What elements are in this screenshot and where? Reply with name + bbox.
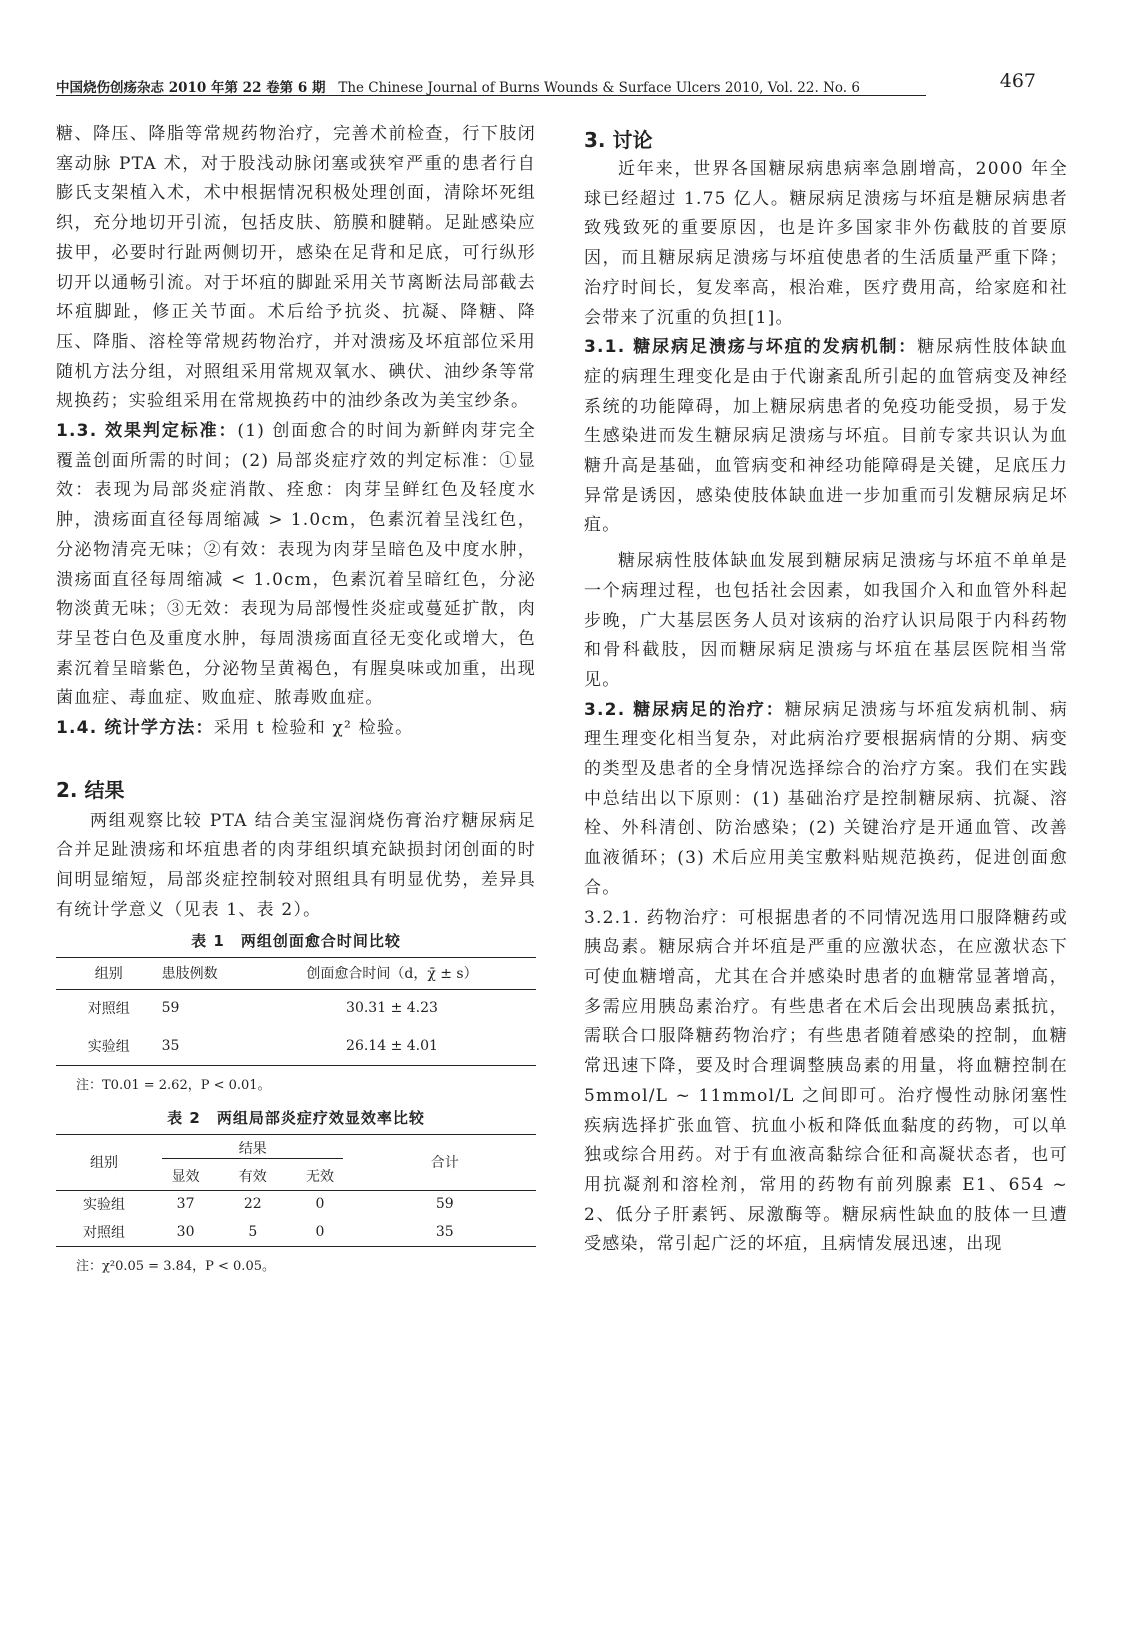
header-rule — [56, 95, 926, 96]
section-1-3-heading: 1.3. 效果判定标准： — [56, 421, 238, 442]
page-number: 467 — [999, 70, 1036, 92]
table-row — [56, 1027, 536, 1065]
section-3-1-heading: 3.1. 糖尿病足溃疡与坏疽的发病机制： — [584, 337, 918, 358]
left-column — [56, 120, 536, 1274]
table-2-note: 注：χ²0.05 = 3.84，P < 0.05。 — [76, 1258, 275, 1274]
section-1-3 — [56, 417, 536, 714]
table-cell: 实验组 — [83, 1197, 125, 1214]
section-1-4 — [56, 714, 536, 744]
running-header — [56, 70, 1036, 96]
section-1-4-body: 采用 t 检验和 χ² 检验。 — [213, 718, 414, 739]
table-cell: 30 — [176, 1223, 195, 1240]
section-1-4-heading: 1.4. 统计学方法： — [56, 718, 214, 739]
table-cell: 35 — [435, 1223, 454, 1240]
table-2 — [56, 1134, 536, 1247]
table-cell: 35 — [161, 1037, 180, 1054]
table-2-header-row — [56, 1134, 536, 1162]
section-1-3-body: (1) 创面愈合的时间为新鲜肉芽完全覆盖创面所需的时间；(2) 局部炎症疗效的判定标准：①显效：表现为局部炎症消散、痊愈：肉芽呈鲜红色及轻度水肿，溃疡面直径每周缩减 > 1.0cm，色素沉着呈浅红色，分泌物清亮无味；②有效：表现为肉芽呈暗色及中度水肿，溃疡面直径每周缩减 < 1.0cm，色素沉着呈暗红色，分泌物淡黄无味；③无效：表现为局部慢性炎症或蔓延扩散，肉芽呈苍白色及重度水肿，每周溃疡面直径无变化或增大，色素沉着呈暗紫色，分泌物呈黄褐色，有腥臭味或加重，出现菌血症、毒血症、败血症、脓毒败血症。 — [56, 421, 536, 709]
right-column — [584, 120, 1068, 1260]
section-3-heading: 3. 讨论 — [584, 128, 653, 152]
table-2-header: 组别 — [56, 1134, 152, 1190]
methods-paragraph: 糖、降压、降脂等常规药物治疗，完善术前检查，行下肢闭塞动脉 PTA 术，对于股浅动脉闭塞或狭窄严重的患者行自膨氏支架植入术，术中根据情况积极处理创面，清除坏死组织，充分地切开引流，包括皮肤、筋膜和腱鞘。足趾感染应拔甲，必要时行趾两侧切开，感染在足背和足底，可行纵形切开以通畅引流。对于坏疽的脚趾采用关节离断法局部截去坏疽脚趾，修正关节面。术后给予抗炎、抗凝、降糖、降压、降脂、溶栓等常规药物治疗，并对溃疡及坏疽部位采用随机方法分组，对照组采用常规双氧水、碘伏、油纱条等常规换药；实验组采用在常规换药中的油纱条改为美宝纱条。 — [56, 124, 536, 412]
section-3-2-body: 糖尿病足溃疡与坏疽发病机制、病理生理变化相当复杂，对此病治疗要根据病情的分期、病变的类型及患者的全身情况选择综合的治疗方案。我们在实践中总结出以下原则：(1) 基础治疗是控制糖尿病、抗凝、溶栓、外科清创、防治感染；(2) 关键治疗是开通血管、改善血液循环；(3) 术后应用美宝敷料贴规范换药，促进创面愈合。 — [584, 699, 1069, 898]
table-1-note: 注：T0.01 = 2.62，P < 0.01。 — [76, 1077, 271, 1093]
table-cell: 对照组 — [83, 1224, 125, 1241]
section-3-2-heading: 3.2. 糖尿病足的治疗： — [584, 699, 785, 720]
table-1-header: 创面愈合时间（d，χ̄ ± s） — [306, 966, 478, 983]
table-1-header-row — [56, 957, 536, 989]
table-1 — [56, 957, 536, 1066]
table-cell: 22 — [243, 1196, 262, 1213]
table-2-header: 合计 — [354, 1134, 536, 1190]
journal-citation — [56, 76, 860, 96]
table-cell: 0 — [315, 1223, 325, 1240]
table-1-header: 患肢例数 — [161, 966, 218, 983]
table-row — [56, 1218, 536, 1246]
table-cell: 30.31 ± 4.23 — [346, 1000, 438, 1017]
table-row — [56, 1190, 536, 1218]
table-2-result-header: 结果 — [162, 1138, 343, 1159]
section-3-1-body: 糖尿病性肢体缺血症的病理生理变化是由于代谢紊乱所引起的血管病变及神经系统的功能障碍，加上糖尿病患者的免疫功能受损，易于发生感染进而发生糖尿病足溃疡与坏疽。目前专家共识认为血糖升高是基础，血管病变和神经功能障碍是关键，足底压力异常是诱因，感染使肢体缺血进一步加重而引发糖尿病足坏疽。 — [584, 337, 1068, 536]
table-cell: 26.14 ± 4.01 — [346, 1037, 438, 1054]
table-cell: 实验组 — [87, 1038, 130, 1055]
table-row — [56, 989, 536, 1027]
table-cell: 5 — [248, 1223, 258, 1240]
table-1-header: 组别 — [94, 966, 123, 983]
table-cell: 37 — [176, 1196, 195, 1213]
section-2-heading: 2. 结果 — [56, 777, 125, 802]
table-cell: 59 — [161, 1000, 180, 1017]
table-2-header: 无效 — [305, 1168, 334, 1185]
journal-title-cn: 中国烧伤创疡杂志 2010 年第 22 卷第 6 期 — [56, 80, 326, 96]
section-3-2-1: 3.2.1. 药物治疗：可根据患者的不同情况选用口服降糖药或胰岛素。糖尿病合并坏疽是严重的应激状态，在应激状态下可使血糖增高，尤其在合并感染时患者的血糖常显著增高，多需应用胰岛素治疗。有些患者在术后会出现胰岛素抵抗，需联合口服降糖药物治疗；有些患者随着感染的控制，血糖常迅速下降，要及时合理调整胰岛素的用量，将血糖控制在 5mmol/L ~ 11mmol/L 之间即可。治疗慢性动脉闭塞性疾病选择扩张血管、抗血小板和降低血黏度的药物，可以单独或综合用药。对于有血液高黏综合征和高凝状态者，也可用抗凝剂和溶栓剂，常用的药物有前列腺素 E1、654 ~ 2、低分子肝素钙、尿激酶等。糖尿病性缺血的肢体一旦遭受感染，常引起广泛的坏疽，且病情发展迅速，出现 — [584, 907, 1068, 1255]
table-cell: 59 — [435, 1196, 454, 1213]
section-3-2 — [584, 696, 1068, 904]
table-cell: 对照组 — [87, 1001, 130, 1018]
discussion-paragraph: 糖尿病性肢体缺血发展到糖尿病足溃疡与坏疽不单单是一个病理过程，也包括社会因素，如我国介入和血管外科起步晚，广大基层医务人员对该病的治疗认识局限于内科药物和骨科截肢，因而糖尿病足溃疡与坏疽在基层医院相当常见。 — [584, 551, 1068, 690]
table-1-title: 表 1 两组创面愈合时间比较 — [191, 931, 401, 950]
journal-title-en: The Chinese Journal of Burns Wounds & Surface Ulcers 2010, Vol. 22. No. 6 — [338, 80, 860, 96]
discussion-intro: 近年来，世界各国糖尿病患病率急剧增高，2000 年全球已经超过 1.75 亿人。糖尿病足溃疡与坏疽是糖尿病患者致残致死的重要原因，也是许多国家非外伤截肢的首要原因，而且糖尿病足溃疡与坏疽使患者的生活质量严重下降；治疗时间长，复发率高，根治难，医疗费用高，给家庭和社会带来了沉重的负担[1]。 — [584, 159, 1068, 328]
table-2-header — [152, 1134, 354, 1162]
table-2-title: 表 2 两组局部炎症疗效显效率比较 — [167, 1108, 425, 1127]
results-paragraph: 两组观察比较 PTA 结合美宝湿润烧伤膏治疗糖尿病足合并足趾溃疡和坏疽患者的肉芽组织填充缺损封闭创面的时间明显缩短，局部炎症控制较对照组具有明显优势，差异具有统计学意义（见表 1、表 2）。 — [56, 810, 536, 920]
table-2-header: 有效 — [238, 1168, 267, 1185]
section-3-1 — [584, 333, 1068, 541]
table-2-header: 显效 — [171, 1168, 200, 1185]
table-cell: 0 — [315, 1196, 325, 1213]
